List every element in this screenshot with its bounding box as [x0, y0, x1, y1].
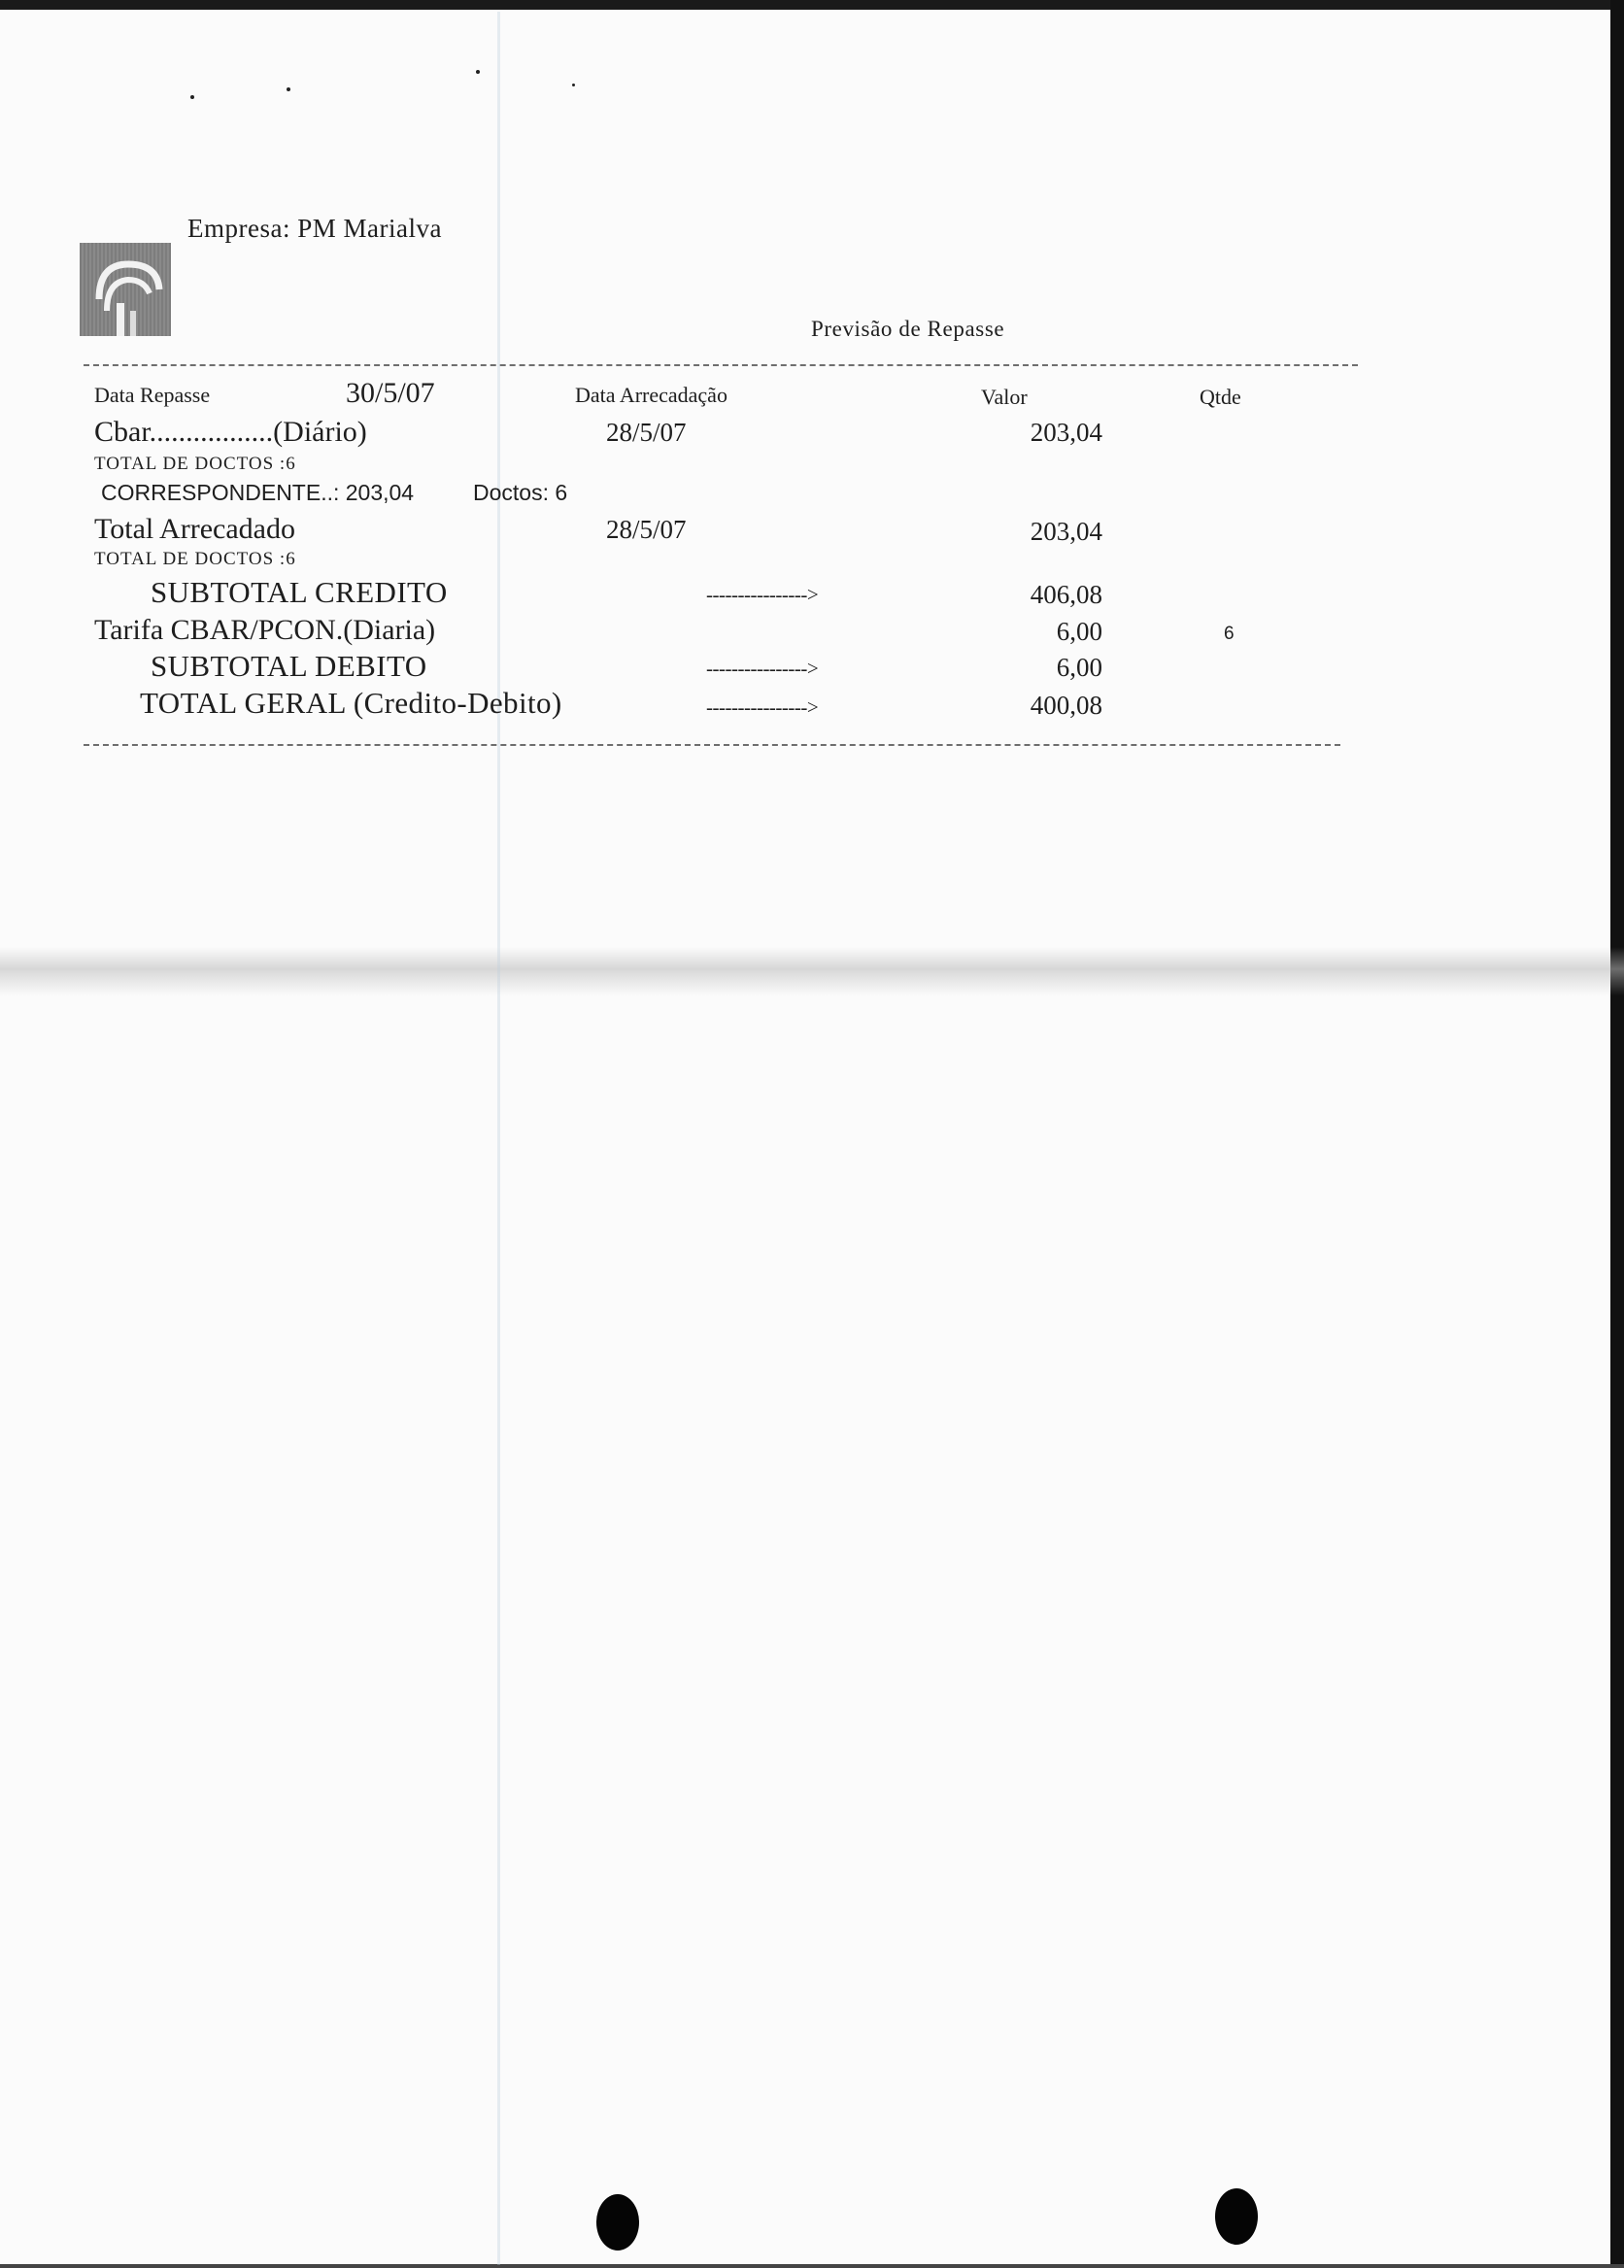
speck [190, 95, 194, 99]
total-arrecadado-label: Total Arrecadado [94, 513, 295, 545]
bank-logo-icon [80, 243, 171, 336]
tarifa-label: Tarifa CBAR/PCON.(Diaria) [94, 614, 436, 646]
data-repasse-label: Data Repasse [94, 383, 211, 407]
qtde-header: Qtde [1200, 385, 1241, 409]
data-repasse-value: 30/5/07 [346, 377, 435, 409]
report-title: Previsão de Repasse [811, 317, 1005, 341]
subtotal-debito-valor: 6,00 [1056, 653, 1102, 682]
speck [572, 84, 575, 86]
punch-hole-right [1215, 2188, 1258, 2245]
scan-artifact-line [497, 12, 500, 2265]
correspondente-line: CORRESPONDENTE..: 203,04 [101, 480, 415, 505]
data-arrecadacao-header: Data Arrecadação [575, 383, 727, 407]
total-arrecadado-valor: 203,04 [1030, 517, 1102, 546]
scan-edge-right [1610, 0, 1624, 2268]
correspondente-doctos: Doctos: 6 [473, 480, 568, 505]
total-arrecadado-date: 28/5/07 [606, 515, 687, 544]
subtotal-debito-arrow: ----------------> [706, 657, 819, 680]
total-geral-label: TOTAL GERAL (Credito-Debito) [140, 686, 562, 720]
cbar-row-valor: 203,04 [1030, 418, 1102, 447]
total-doctos-1: TOTAL DE DOCTOS :6 [94, 454, 296, 474]
tarifa-valor: 6,00 [1056, 617, 1102, 646]
total-geral-arrow: ----------------> [706, 695, 819, 719]
bottom-divider [84, 744, 1340, 746]
top-divider [84, 364, 1358, 366]
cbar-row-date: 28/5/07 [606, 418, 687, 447]
scan-edge-bottom [0, 2264, 1624, 2268]
cbar-row-label: Cbar.................(Diário) [94, 416, 367, 448]
scan-artifact-band [0, 947, 1624, 996]
total-geral-valor: 400,08 [1030, 691, 1102, 720]
scan-edge-top [0, 0, 1624, 10]
tarifa-qtde: 6 [1224, 624, 1235, 644]
subtotal-credito-arrow: ----------------> [706, 583, 819, 606]
valor-header: Valor [981, 385, 1028, 409]
speck [476, 70, 480, 74]
company-name: Empresa: PM Marialva [187, 214, 442, 243]
subtotal-credito-valor: 406,08 [1030, 580, 1102, 609]
total-doctos-2: TOTAL DE DOCTOS :6 [94, 549, 296, 569]
speck [287, 87, 290, 91]
subtotal-credito-label: SUBTOTAL CREDITO [151, 575, 448, 609]
subtotal-debito-label: SUBTOTAL DEBITO [151, 649, 427, 683]
punch-hole-left [596, 2194, 639, 2251]
